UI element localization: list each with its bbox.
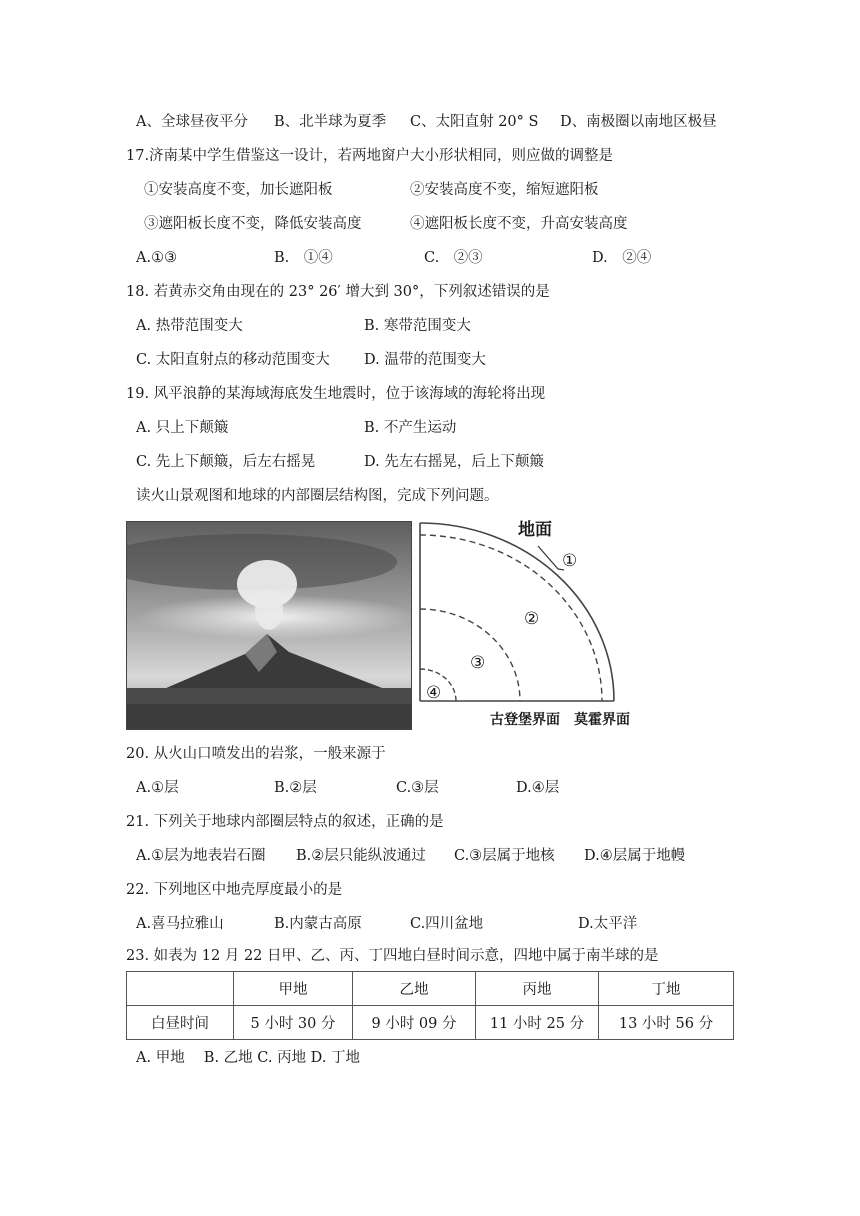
q17-stem: 17.济南某中学生借鉴这一设计，若两地窗户大小形状相同，则应做的调整是 <box>126 148 614 164</box>
table-header-cell: 甲地 <box>234 972 353 1006</box>
q18-option-d: D. 温带的范围变大 <box>364 352 486 368</box>
q21-option-b: B.②层只能纵波通过 <box>296 848 426 864</box>
q22-option-d: D.太平洋 <box>578 916 638 932</box>
q21-option-c: C.③层属于地核 <box>454 848 555 864</box>
q17-option-a: A.①③ <box>136 250 178 266</box>
q17-statement-2: ②安装高度不变，缩短遮阳板 <box>410 182 599 198</box>
q21-option-a: A.①层为地表岩石圈 <box>136 848 266 864</box>
q23-stem: 23. 如表为 12 月 22 日甲、乙、丙、丁四地白昼时间示意，四地中属于南半球的是 <box>126 948 659 964</box>
layer-3-label: ③ <box>470 653 486 673</box>
q18-stem: 18. 若黄赤交角由现在的 23° 26′ 增大到 30°，下列叙述错误的是 <box>126 284 550 300</box>
q17-statement-1: ①安装高度不变，加长遮阳板 <box>144 182 333 198</box>
volcano-photo <box>126 521 412 730</box>
q20-option-a: A.①层 <box>136 780 179 796</box>
table-cell: 11 小时 25 分 <box>476 1006 599 1040</box>
table-cell: 9 小时 09 分 <box>353 1006 476 1040</box>
q18-option-c: C. 太阳直射点的移动范围变大 <box>136 352 330 368</box>
table-header-row <box>127 972 734 1006</box>
layer-1-label: ① <box>562 551 578 571</box>
q21-option-d: D.④层属于地幔 <box>584 848 686 864</box>
q21-stem: 21. 下列关于地球内部圈层特点的叙述，正确的是 <box>126 814 444 830</box>
q19-option-a: A. 只上下颠簸 <box>136 420 229 436</box>
q16-option-b: B、北半球为夏季 <box>274 114 387 130</box>
q17-option-c: C. ②③ <box>424 250 483 266</box>
table-header-cell: 丙地 <box>476 972 599 1006</box>
q23-options: A. 甲地 B. 乙地 C. 丙地 D. 丁地 <box>136 1050 361 1066</box>
table-cell: 白昼时间 <box>127 1006 234 1040</box>
q22-option-a: A.喜马拉雅山 <box>136 916 224 932</box>
q22-stem: 22. 下列地区中地壳厚度最小的是 <box>126 882 343 898</box>
q17-option-b: B. ①④ <box>274 250 333 266</box>
table-header-cell <box>127 972 234 1006</box>
table-row <box>127 1006 734 1040</box>
q16-option-d: D、南极圈以南地区极昼 <box>560 114 717 130</box>
q20-option-d: D.④层 <box>516 780 560 796</box>
q19-option-d: D. 先左右摇晃，后上下颠簸 <box>364 454 544 470</box>
q19-option-b: B. 不产生运动 <box>364 420 457 436</box>
q18-option-a: A. 热带范围变大 <box>136 318 243 334</box>
table-cell: 5 小时 30 分 <box>234 1006 353 1040</box>
q19-option-c: C. 先上下颠簸，后左右摇晃 <box>136 454 316 470</box>
q19-stem: 19. 风平浪静的某海域海底发生地震时，位于该海域的海轮将出现 <box>126 386 546 402</box>
boundary-labels: 古登堡界面 莫霍界面 <box>490 712 630 728</box>
q20-option-c: C.③层 <box>396 780 439 796</box>
q22-option-b: B.内蒙古高原 <box>274 916 362 932</box>
table-header-cell: 乙地 <box>353 972 476 1006</box>
q17-option-d: D. ②④ <box>592 250 652 266</box>
layer-4-label: ④ <box>426 683 442 703</box>
q16-option-c: C、太阳直射 20° S <box>410 114 539 130</box>
table-header-cell: 丁地 <box>599 972 734 1006</box>
table-cell: 13 小时 56 分 <box>599 1006 734 1040</box>
layer-2-label: ② <box>524 609 540 629</box>
q20-stem: 20. 从火山口喷发出的岩浆，一般来源于 <box>126 746 386 762</box>
q18-option-b: B. 寒带范围变大 <box>364 318 471 334</box>
q20-option-b: B.②层 <box>274 780 317 796</box>
daylight-table <box>126 971 734 1040</box>
q16-option-a: A、全球昼夜平分 <box>136 114 248 130</box>
q22-option-c: C.四川盆地 <box>410 916 484 932</box>
ground-label: 地面 <box>518 520 552 540</box>
earth-interior-diagram <box>414 515 654 733</box>
figure-intro: 读火山景观图和地球的内部圈层结构图，完成下列问题。 <box>136 488 499 504</box>
q17-statement-4: ④遮阳板长度不变，升高安装高度 <box>410 216 628 232</box>
q17-statement-3: ③遮阳板长度不变，降低安装高度 <box>144 216 362 232</box>
